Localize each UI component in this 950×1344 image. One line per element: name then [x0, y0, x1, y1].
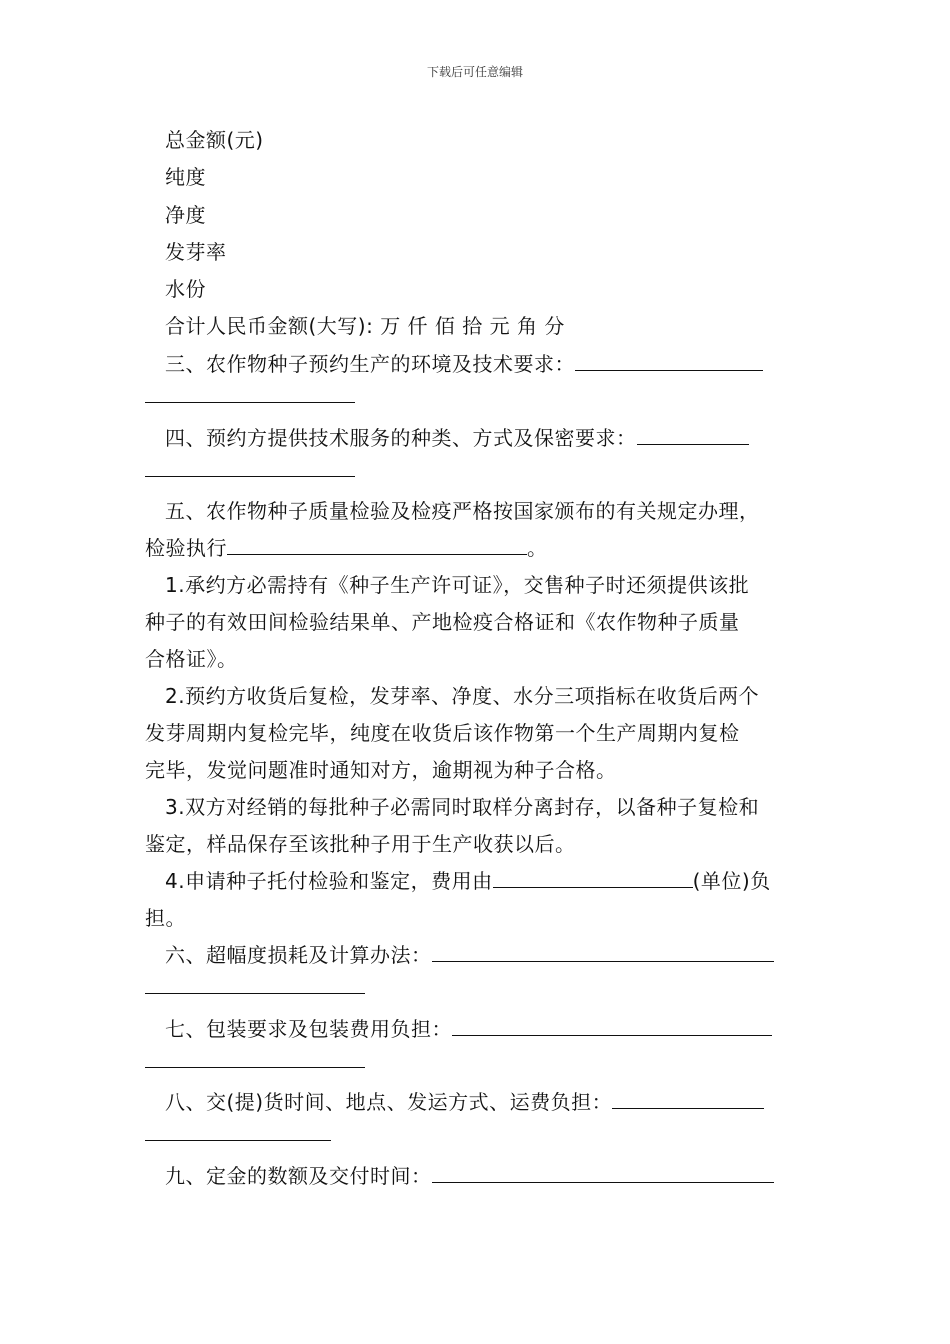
section-7: [145, 1013, 772, 1042]
section-9-blank[interactable]: [432, 1162, 774, 1183]
section-6-label: 六、超幅度损耗及计算办法：: [165, 943, 432, 967]
section-9: [145, 1160, 774, 1189]
item-1-line-3: 合格证》。: [145, 647, 238, 671]
label-germination-rate: 发芽率: [165, 240, 227, 264]
label-purity: 纯度: [165, 165, 206, 189]
label-cleanliness: 净度: [165, 203, 206, 227]
section-7-blank-continued[interactable]: [145, 1067, 365, 1068]
section-5-blank[interactable]: [227, 534, 527, 555]
label-rmb-total: 合计人民币金额(大写): 万 仟 佰 拾 元 角 分: [165, 314, 565, 338]
section-3-blank[interactable]: [575, 350, 763, 371]
section-3: [145, 348, 763, 377]
section-3-blank-continued[interactable]: [145, 402, 355, 403]
section-5-prefix: 检验执行: [145, 536, 227, 560]
section-7-label: 七、包装要求及包装费用负担：: [165, 1017, 452, 1041]
item-4-prefix: 4.申请种子托付检验和鉴定，费用由: [165, 869, 493, 893]
section-3-label: 三、农作物种子预约生产的环境及技术要求：: [165, 352, 575, 376]
section-5-line-2: [145, 532, 548, 561]
item-4-line-2: 担。: [145, 906, 186, 930]
section-4: [145, 422, 749, 451]
label-total-amount: 总金额(元): [165, 128, 264, 152]
item-2-line-1: 2.预约方收货后复检，发芽率、净度、水分三项指标在收货后两个: [165, 684, 760, 708]
section-5-line-1: 五、农作物种子质量检验及检疫严格按国家颁布的有关规定办理，: [165, 499, 760, 523]
section-9-label: 九、定金的数额及交付时间：: [165, 1164, 432, 1188]
page-header-note: 下载后可任意编辑: [426, 65, 523, 79]
item-2-line-3: 完毕，发觉问题准时通知对方，逾期视为种子合格。: [145, 758, 617, 782]
item-1-line-1: 1.承约方必需持有《种子生产许可证》，交售种子时还须提供该批: [165, 573, 750, 597]
section-6-blank-continued[interactable]: [145, 993, 365, 994]
section-5-suffix: 。: [527, 536, 548, 560]
item-4-blank[interactable]: [493, 867, 693, 888]
item-3-line-1: 3.双方对经销的每批种子必需同时取样分离封存，以备种子复检和: [165, 795, 760, 819]
section-7-blank[interactable]: [452, 1015, 772, 1036]
section-8: [145, 1086, 764, 1115]
item-4-line-1: [145, 865, 771, 894]
item-2-line-2: 发芽周期内复检完毕，纯度在收货后该作物第一个生产周期内复检: [145, 721, 740, 745]
section-6-blank[interactable]: [432, 941, 774, 962]
section-8-label: 八、交(提)货时间、地点、发运方式、运费负担：: [165, 1090, 613, 1114]
item-4-suffix: (单位)负: [692, 869, 771, 893]
section-4-label: 四、预约方提供技术服务的种类、方式及保密要求：: [165, 426, 637, 450]
section-8-blank[interactable]: [612, 1088, 764, 1109]
label-moisture: 水份: [165, 277, 206, 301]
section-4-blank[interactable]: [637, 424, 749, 445]
section-6: [145, 939, 774, 968]
item-1-line-2: 种子的有效田间检验结果单、产地检疫合格证和《农作物种子质量: [145, 610, 740, 634]
item-3-line-2: 鉴定，样品保存至该批种子用于生产收获以后。: [145, 832, 576, 856]
section-4-blank-continued[interactable]: [145, 476, 355, 477]
section-8-blank-continued[interactable]: [145, 1140, 331, 1141]
